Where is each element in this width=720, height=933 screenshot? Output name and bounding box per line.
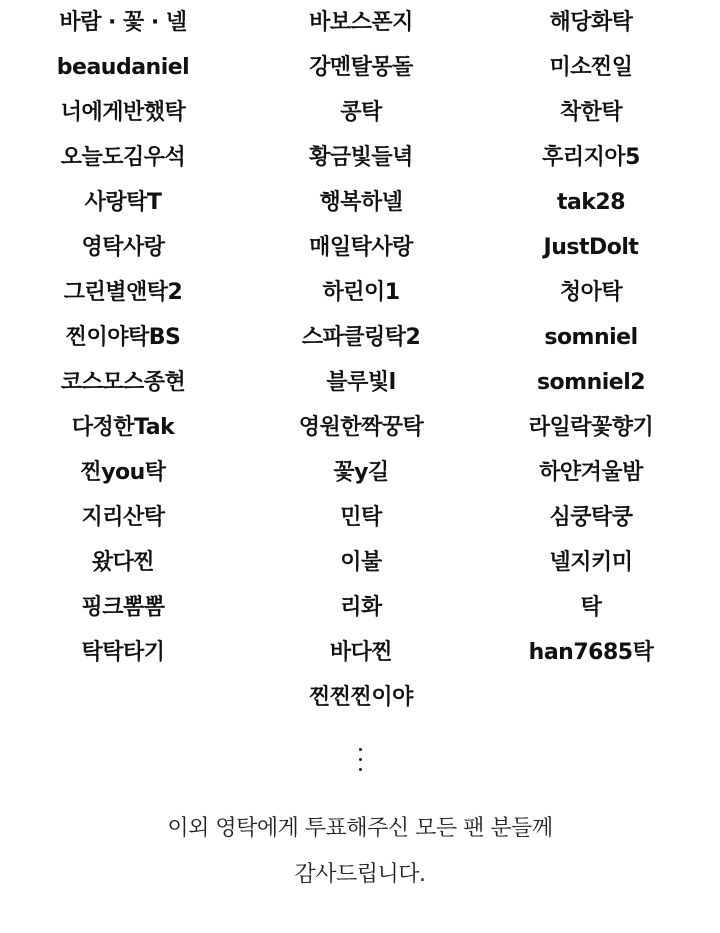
supporter-name: 탁탁타기: [81, 640, 165, 665]
supporter-name: 왔다찐: [91, 550, 155, 575]
supporter-name: 블루빛l: [326, 370, 396, 395]
thanks-message-line-1: 이외 영탁에게 투표해주신 모든 팬 분들께: [167, 816, 553, 841]
supporter-name: 탁: [580, 595, 602, 620]
supporter-name: 라일락꽃향기: [528, 415, 654, 440]
supporter-name: 리화: [340, 595, 382, 620]
supporter-name: 영원한짝꿍탁: [298, 415, 424, 440]
supporter-name: somniel: [544, 325, 638, 350]
supporter-name: 심쿵탁쿵: [549, 505, 633, 530]
supporter-name: 다정한Tak: [71, 415, 175, 440]
supporter-name: 찐you탁: [80, 460, 166, 485]
supporter-name: 지리산탁: [81, 505, 165, 530]
supporter-name: beaudaniel: [56, 55, 190, 80]
supporter-name: 미소찐일: [549, 55, 633, 80]
vertical-ellipsis-icon: [352, 748, 368, 782]
supporter-name: 오늘도김우석: [60, 145, 186, 170]
supporter-name: somniel2: [536, 370, 646, 395]
supporter-name: 착한탁: [559, 100, 623, 125]
supporter-name: 바다찐: [329, 640, 393, 665]
thanks-message-line-2: 감사드립니다.: [294, 862, 426, 887]
supporter-name: 하얀겨울밤: [539, 460, 643, 485]
supporter-name: 핑크뽐뽐: [81, 595, 165, 620]
supporter-name: JustDolt: [543, 235, 639, 260]
supporter-name: 사랑탁T: [84, 190, 162, 215]
supporter-name: 행복하넬: [319, 190, 403, 215]
supporter-name: 찐찐찐이야: [309, 685, 413, 710]
supporter-name: 바람 · 꽃 · 넬: [59, 10, 187, 35]
supporter-name: han7685탁: [528, 640, 654, 665]
supporter-name: 너에게반했탁: [60, 100, 186, 125]
supporter-name: 넬지키미: [549, 550, 633, 575]
supporter-name: 콩탁: [340, 100, 382, 125]
supporter-name: 황금빛들녁: [309, 145, 413, 170]
supporter-name: 민탁: [340, 505, 382, 530]
name-column-right: [471, 0, 711, 675]
name-column-left: [3, 0, 243, 675]
supporter-name: 코스모스종현: [60, 370, 186, 395]
supporter-name: 이불: [340, 550, 382, 575]
supporter-name: 강멘탈몽돌: [309, 55, 413, 80]
supporter-name: 바보스폰지: [309, 10, 413, 35]
supporter-name: tak28: [556, 190, 626, 215]
supporter-name: 하린이1: [322, 280, 400, 305]
supporter-name: 청아탁: [559, 280, 623, 305]
supporter-name: 꽃y길: [333, 460, 389, 485]
supporter-name: 해당화탁: [549, 10, 633, 35]
supporter-name: 스파클링탁2: [301, 325, 421, 350]
supporter-name: 후리지아5: [542, 145, 640, 170]
supporter-name: 매일탁사랑: [309, 235, 413, 260]
name-column-middle: [241, 0, 481, 720]
supporter-name: 그린별앤탁2: [63, 280, 183, 305]
supporter-name: 영탁사랑: [81, 235, 165, 260]
supporter-name: 찐이야탁BS: [65, 325, 181, 350]
